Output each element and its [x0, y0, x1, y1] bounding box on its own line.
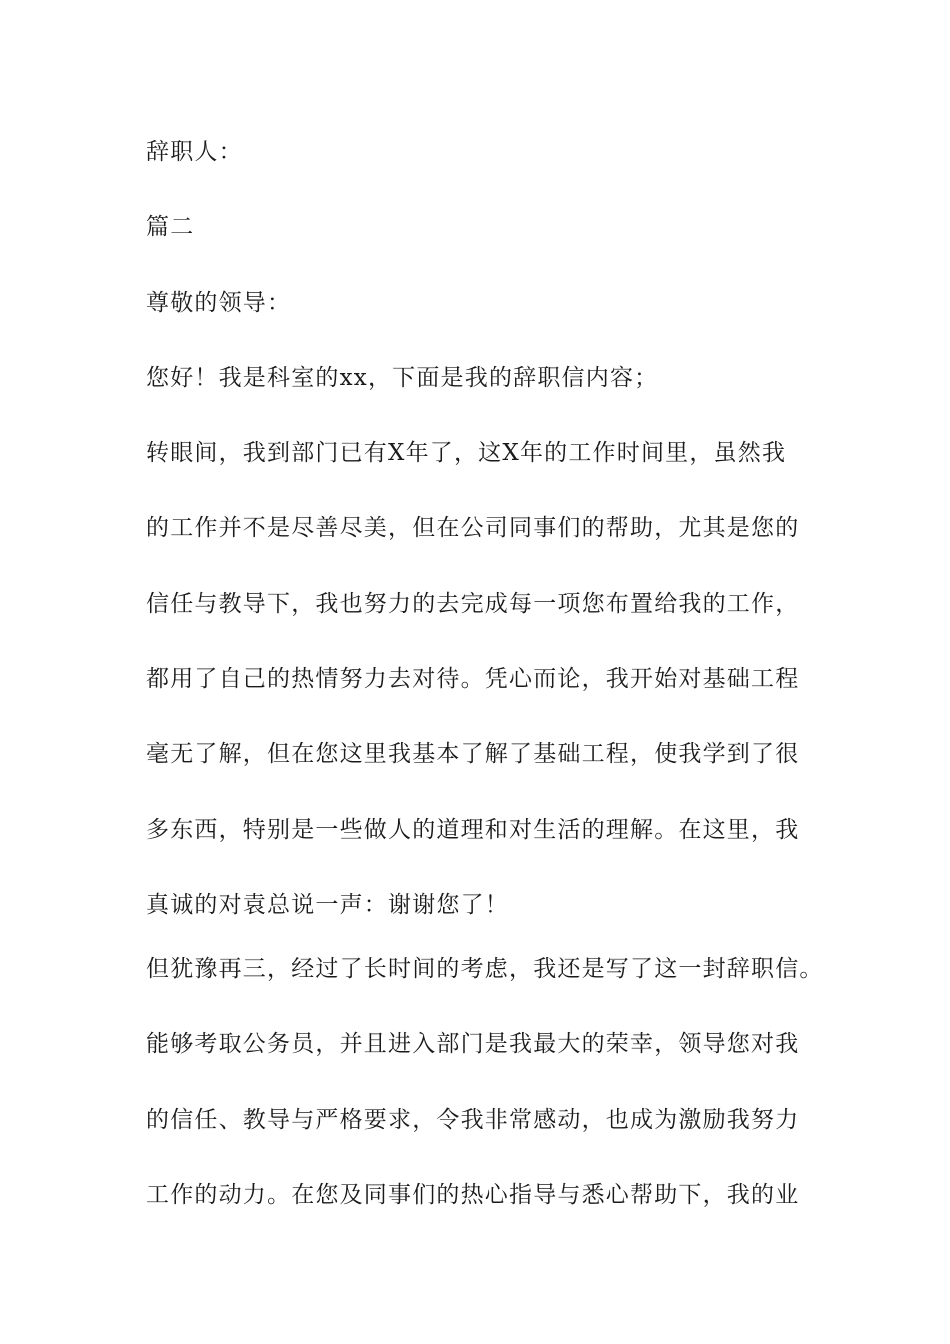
section-heading: 篇二 — [146, 214, 195, 241]
text-line: 但犹豫再三，经过了长时间的考虑，我还是写了这一封辞职信。 — [146, 955, 824, 982]
text-line: 信任与教导下，我也努力的去完成每一项您布置给我的工作， — [146, 590, 800, 617]
text-line: 真诚的对袁总说一声：谢谢您了！ — [146, 891, 509, 918]
text-line: 工作的动力。在您及同事们的热心指导与悉心帮助下，我的业 — [146, 1181, 800, 1208]
text-line: 都用了自己的热情努力去对待。凭心而论，我开始对基础工程 — [146, 666, 800, 693]
signature-line: 辞职人： — [146, 139, 243, 165]
text-line: 您好！我是科室的xx，下面是我的辞职信内容； — [146, 364, 659, 391]
document-body — [146, 128, 824, 1246]
salutation: 尊敬的领导： — [146, 289, 292, 316]
text-line: 的信任、教导与严格要求，令我非常感动，也成为激励我努力 — [146, 1106, 800, 1133]
text-line: 的工作并不是尽善尽美，但在公司同事们的帮助，尤其是您的 — [146, 515, 800, 542]
text-line: 能够考取公务员，并且进入部门是我最大的荣幸，领导您对我 — [146, 1031, 800, 1058]
text-line: 毫无了解，但在您这里我基本了解了基础工程，使我学到了很 — [146, 741, 800, 768]
text-line: 多东西，特别是一些做人的道理和对生活的理解。在这里，我 — [146, 816, 800, 843]
text-line: 转眼间，我到部门已有X年了，这X年的工作时间里，虽然我 — [146, 440, 787, 467]
